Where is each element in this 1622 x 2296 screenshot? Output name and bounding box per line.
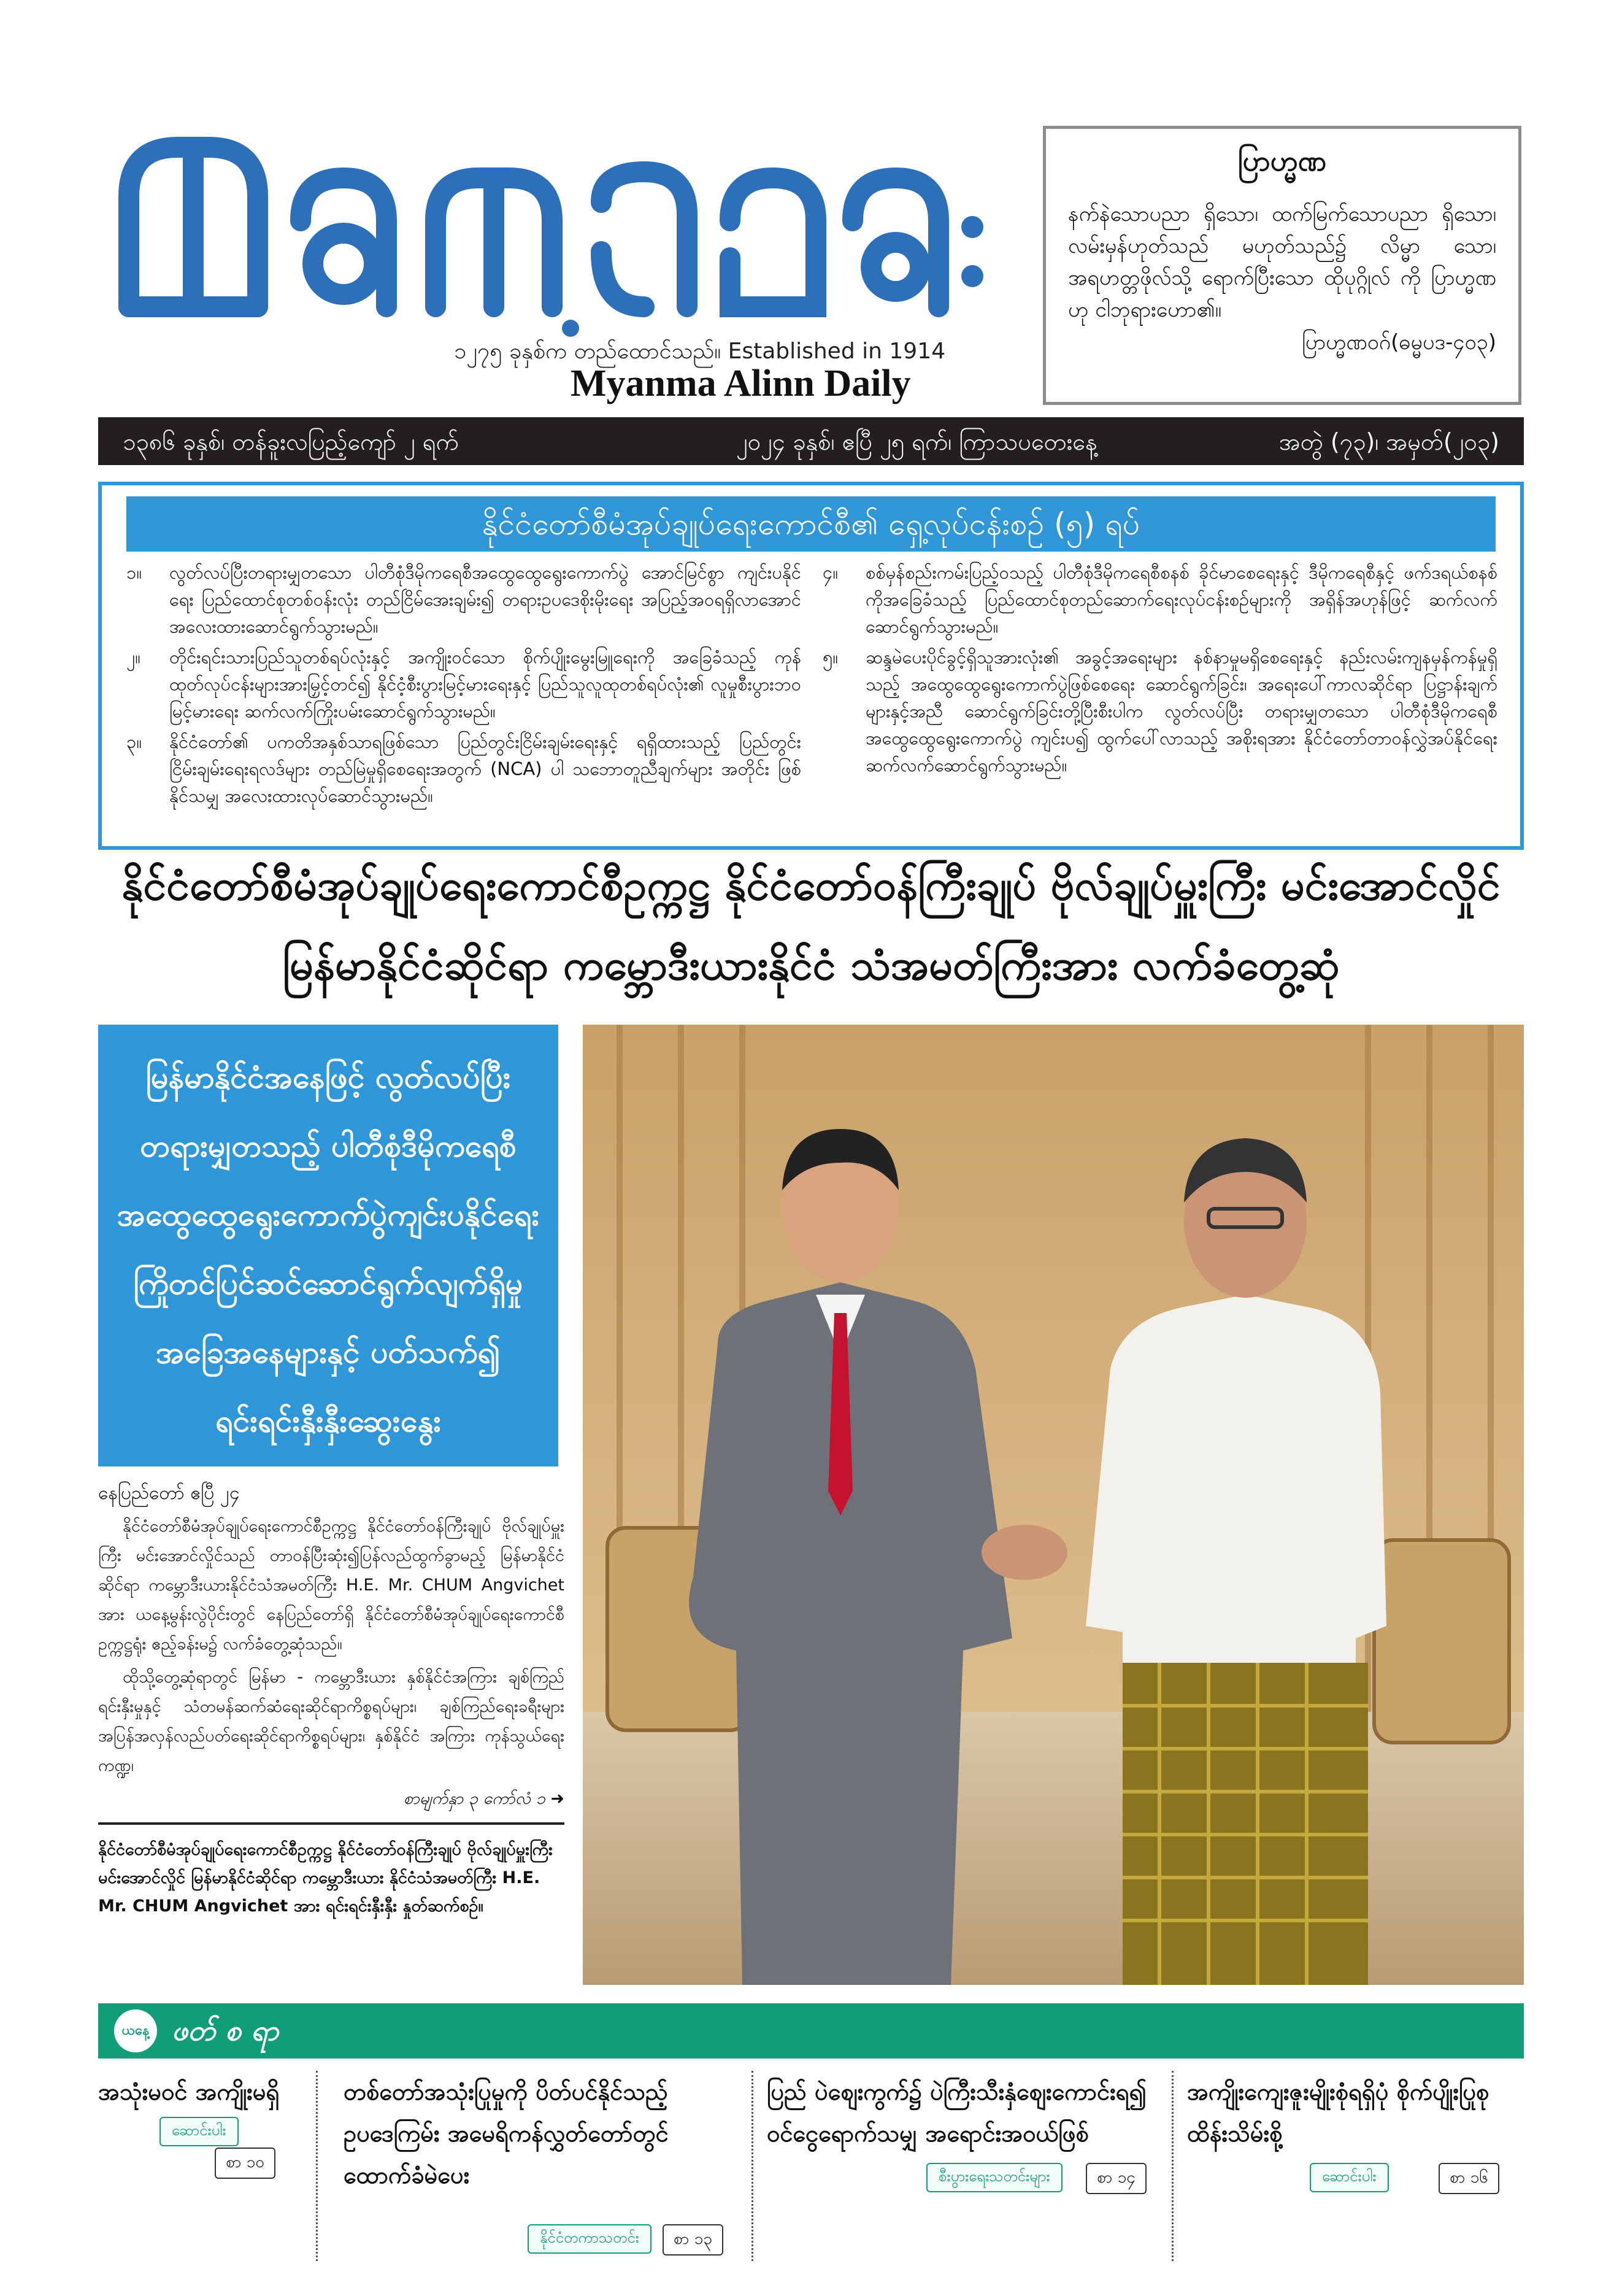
article-paragraph: နိုင်ငံတော်စီမံအုပ်ချုပ်ရေးကောင်စီဥက္ကဋ္ဌ နိုင်ငံတော်ဝန်ကြီးချုပ် ဗိုလ်ချုပ်မှူးကြီး မင်းအောင်လှိုင်သည် တာဝန်ပြီးဆုံး၍ပြန်လည်ထွက်ခွာမည့် မြန်မာနိုင်ငံဆိုင်ရာ ကမ္ဘောဒီးယားနိုင်ငံသံအမတ်ကြီး H.E. Mr. CHUM Angvichet အား ယနေ့မွန်းလွဲပိုင်းတွင် နေပြည်တော်ရှိ နိုင်ငံတော်စီမံအုပ်ချုပ်ရေးကောင်စီဥက္ကဋ္ဌရုံး ဧည့်ခန်းမ၌ လက်ခံတွေ့ဆုံသည်။ (98, 1517, 564, 1654)
policy-item (126, 559, 801, 640)
news-article (98, 1479, 564, 1814)
policy-column-left (126, 559, 801, 813)
continued-on-link[interactable]: စာမျက်နှာ ၃ ကော်လံ ၁ ➜ (403, 1789, 564, 1808)
callout-line: မြန်မာနိုင်ငံအနေဖြင့် လွတ်လပ်ပြီး (145, 1060, 511, 1095)
policy-item-number: ၃။ (126, 731, 142, 752)
policy-item (823, 559, 1497, 640)
policy-heading: နိုင်ငံတော်စီမံအုပ်ချုပ်ရေးကောင်စီ၏ ရှေ့လုပ်ငန်းစဉ် (၅) ရပ် (126, 496, 1496, 552)
policy-box (98, 482, 1524, 850)
contents-headline[interactable]: အသုံးမဝင် အကျိုးမရှိ (98, 2078, 280, 2105)
policy-item-text: ဆန္ဒမဲပေးပိုင်ခွင့်ရှိသူအားလုံး၏ အခွင့်အရေးများ နစ်နာမှုမရှိစေရေးနှင့် နည်းလမ်းကျနမှန်ကန်မှုရှိသည့် အထွေထွေရွေးကောက်ပွဲဖြစ်စေရေး ဆောင်ရွက်ခြင်း၊ အရေးပေါ်ကာလဆိုင်ရာ ပြဋ္ဌာန်းချက်များနှင့်အညီ ဆောင်ရွက်ခြင်းတို့ပြီးစီးပါက လွတ်လပ်ပြီး တရားမျှတသော ပါတီစုံဒီမိုကရေစီအထွေထွေရွေးကောက်ပွဲ ကျင်းပ၍ ထွက်ပေါ်လာသည့် အစိုးရအား နိုင်ငံတော်တာဝန်လွှဲအပ်နိုင်ရေး ဆက်လက်ဆောင်ရွက်သွားမည်။ (866, 647, 1497, 776)
myanmar-date: ၁၃၈၆ ခုနှစ်၊ တန်ခူးလပြည့်ကျော် ၂ ရက် (123, 428, 459, 455)
contents-tag: ဆောင်းပါး (160, 2117, 239, 2146)
contents-page: စာ ၁၄ (1086, 2163, 1147, 2194)
callout-line: အထွေထွေရွေးကောက်ပွဲကျင်းပနိုင်ရေး (117, 1197, 540, 1233)
contents-tag: ဆောင်းပါး (1310, 2163, 1389, 2192)
photo-caption: နိုင်ငံတော်စီမံအုပ်ချုပ်ရေးကောင်စီဥက္ကဋ္ဌ နိုင်ငံတော်ဝန်ကြီးချုပ် ဗိုလ်ချုပ်မှူးကြီး မင်းအောင်လှိုင် မြန်မာနိုင်ငံဆိုင်ရာ ကမ္ဘောဒီးယား နိုင်ငံသံအမတ်ကြီး H.E. Mr. CHUM Angvichet အား ရင်းရင်းနှီးနှီး နှုတ်ဆက်စဉ်။ (98, 1822, 564, 1920)
contents-divider (751, 2071, 753, 2261)
issue-number: အတွဲ (၇၃)၊ အမှတ်(၂၀၃) (1278, 428, 1499, 455)
contents-page: စာ ၁၃ (663, 2224, 723, 2256)
callout-line: ရင်းရင်းနှီးနှီးဆွေးနွေး (215, 1403, 442, 1439)
policy-item-number: ၁။ (126, 562, 142, 583)
contents-item[interactable] (1187, 2071, 1524, 2273)
policy-item-number: ၄။ (823, 562, 839, 583)
main-headline-line-1: နိုင်ငံတော်စီမံအုပ်ချုပ်ရေးကောင်စီဥက္ကဋ္ဌ နိုင်ငံတော်ဝန်ကြီးချုပ် ဗိုလ်ချုပ်မှူးကြီး မင်းအောင်လှိုင် (121, 861, 1501, 910)
policy-item-number: ၅။ (823, 647, 839, 668)
article-dateline: နေပြည်တော် ဧပြီ ၂၄ (98, 1482, 240, 1504)
handshake-photo (583, 1025, 1524, 1985)
policy-item (126, 644, 801, 725)
policy-item (823, 644, 1497, 779)
policy-column-right (823, 559, 1497, 782)
contents-headline[interactable]: တစ်တော်အသုံးပြုမှုကို ပိတ်ပင်နိုင်သည့် ဥပဒေကြမ်း အမေရိကန်လွှတ်တော်တွင် ထောက်ခံမဲပေး (344, 2078, 669, 2189)
policy-item-text: နိုင်ငံတော်၏ ပကတိအနှစ်သာရဖြစ်သော ပြည်တွင်းငြိမ်းချမ်းရေးနှင့် ရရှိထားသည့် ပြည်တွင်း ငြိမ်းချမ်းရေးရလဒ်များ တည်မြဲမှုရှိစေရေးအတွက် (NCA) ပါ သဘောတူညီချက်များ အတိုင်း ဖြစ်နိုင်သမျှ အလေးထားလုပ်ဆောင်သွားမည်။ (169, 731, 801, 806)
callout-line: တရားမျှတသည့် ပါတီစုံဒီမိုကရေစီ (140, 1128, 517, 1164)
callout-box (98, 1025, 558, 1466)
slogan-body: နက်နဲသောပညာ ရှိသော၊ ထက်မြက်သောပညာ ရှိသော၊ လမ်းမှန်ဟုတ်သည် မဟုတ်သည်၌ လိမ္မာ သော၊ အရဟတ္တဖိုလ်သို့ ရောက်ပြီးသော ထိုပုဂ္ဂိုလ် ကို ပြာဟ္မဏဟု ငါဘုရားဟော၏။ (1068, 202, 1496, 322)
callout-line: ကြိုတင်ပြင်ဆင်ဆောင်ရွက်လျက်ရှိမှု (133, 1266, 523, 1301)
policy-item (126, 728, 801, 809)
policy-item-text: လွတ်လပ်ပြီးတရားမျှတသော ပါတီစုံဒီမိုကရေစီအထွေထွေရွေးကောက်ပွဲ အောင်မြင်စွာ ကျင်းပနိုင်ရေး ပြည်ထောင်စုတစ်ဝန်းလုံး တည်ငြိမ်အေးချမ်း၍ တရားဥပဒေစိုးမိုးရေး အပြည့်အဝရရှိလာအောင် အလေးထားဆောင်ရွက်သွားမည်။ (169, 562, 801, 637)
contents-headline[interactable]: အကျိုးကျေးဇူးမျိုးစုံရရှိပုံ စိုက်ပျိုးပြုစု ထိန်းသိမ်းစို့ (1187, 2078, 1489, 2147)
date-bar (98, 417, 1524, 465)
policy-item-text: စစ်မှန်စည်းကမ်းပြည့်ဝသည့် ပါတီစုံဒီမိုကရေစီစနစ် ခိုင်မာစေရေးနှင့် ဒီမိုကရေစီနှင့် ဖက်ဒရယ်စနစ်ကိုအခြေခံသည့် ပြည်ထောင်စုတည်ဆောက်ရေးလုပ်ငန်းစဉ်များကို အရှိန်အဟုန်ဖြင့် ဆက်လက်ဆောင်ရွက်သွားမည်။ (866, 562, 1497, 637)
contents-item[interactable] (767, 2071, 1159, 2273)
contents-page: စာ ၁၆ (1439, 2163, 1499, 2194)
contents-divider (316, 2071, 318, 2261)
established-line: ၁၂၇၅ ခုနှစ်က တည်ထောင်သည်။ Established in 1914 (454, 339, 945, 364)
slogan-box (1043, 126, 1521, 405)
masthead-logo (117, 123, 988, 344)
contents-bar (98, 2003, 1524, 2059)
contents-tag: နိုင်ငံတကာသတင်း (528, 2224, 651, 2254)
contents-title: ဖတ် စ ရာ (172, 2014, 279, 2047)
english-date: ၂၀၂၄ ခုနှစ်၊ ဧပြီ ၂၅ ရက်၊ ကြာသပတေးနေ့ (736, 428, 1097, 455)
contents-item[interactable] (344, 2071, 742, 2273)
today-badge: ယနေ့ (114, 2009, 157, 2052)
main-headline-line-2: မြန်မာနိုင်ငံဆိုင်ရာ ကမ္ဘောဒီးယားနိုင်ငံ သံအမတ်ကြီးအား လက်ခံတွေ့ဆုံ (282, 941, 1340, 990)
contents-headline[interactable]: ပြည် ပဲစျေးကွက်၌ ပဲကြီးသီးနှံစျေးကောင်းရ၍ ဝင်ငွေရောက်သမျှ အရောင်းအဝယ်ဖြစ် (767, 2078, 1147, 2147)
english-paper-name: Myanma Alinn Daily (571, 363, 911, 404)
slogan-source: ပြာဟ္မဏဝဂ်(ဓမ္မပဒ-၄၀၃) (1302, 330, 1496, 355)
contents-divider (1172, 2071, 1174, 2261)
callout-line: အခြေအနေများနှင့် ပတ်သက်၍ (155, 1335, 501, 1370)
policy-item-text: တိုင်းရင်းသားပြည်သူတစ်ရပ်လုံးနှင့် အကျိုးဝင်သော စိုက်ပျိုးမွေးမြူရေးကို အခြေခံသည့် ကုန်ထုတ်လုပ်ငန်းများအားမြှင့်တင်၍ နိုင်ငံ့စီးပွားမြင့်မားရေးနှင့် ပြည်သူလူထုတစ်ရပ်လုံး၏ လူမှုစီးပွားဘဝမြင့်မားရေး ဆက်လက်ကြိုးပမ်းဆောင်ရွက်သွားမည်။ (169, 647, 801, 722)
article-paragraph: ထိုသို့တွေ့ဆုံရာတွင် မြန်မာ - ကမ္ဘောဒီးယား နှစ်နိုင်ငံအကြား ချစ်ကြည်ရင်းနှီးမှုနှင့် သံတမန်ဆက်ဆံရေးဆိုင်ရာကိစ္စရပ်များ၊ ချစ်ကြည်ရေးခရီးများ အပြန်အလှန်လည်ပတ်ရေးဆိုင်ရာကိစ္စရပ်များ၊ နှစ်နိုင်ငံ အကြား ကုန်သွယ်ရေးကဏ္ဍ၊ (98, 1668, 564, 1775)
policy-item-number: ၂။ (126, 647, 141, 668)
slogan-title: ပြာဟ္မဏ (1237, 144, 1327, 177)
contents-tag: စီးပွားရေးသတင်းများ (926, 2163, 1063, 2192)
contents-page: စာ ၁၀ (215, 2148, 275, 2179)
